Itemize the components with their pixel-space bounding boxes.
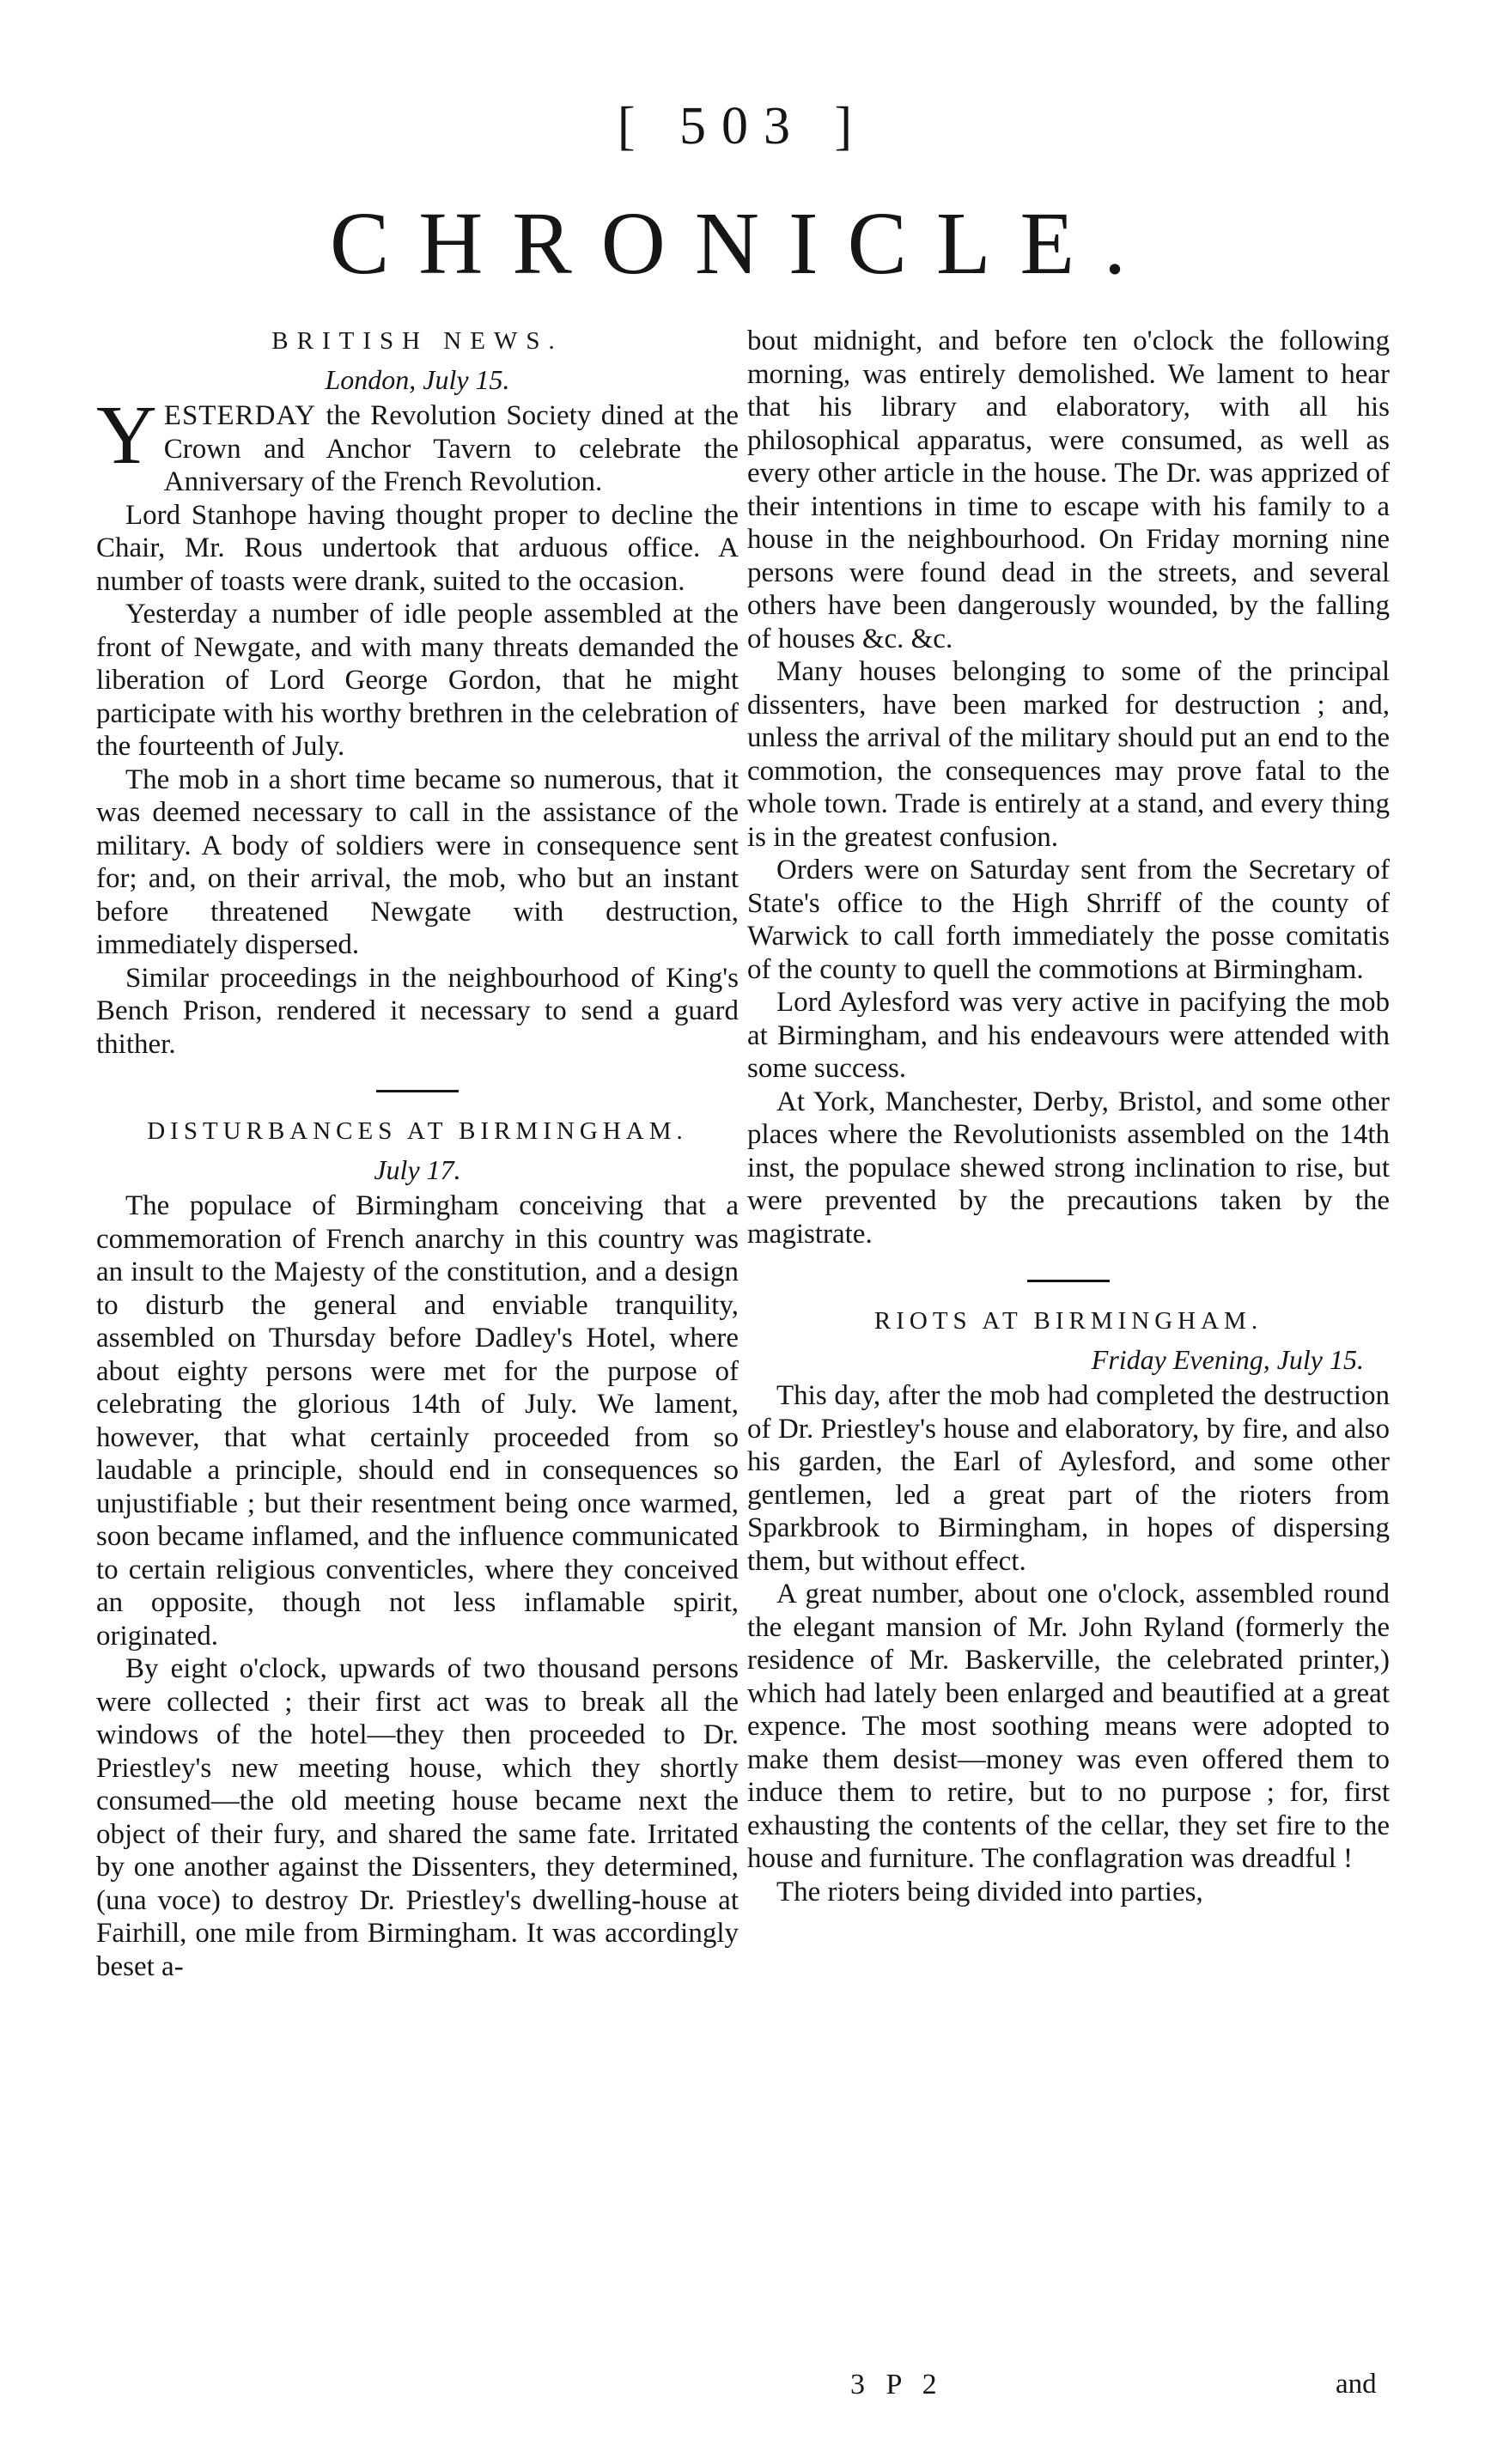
lead-word: ESTERDAY bbox=[163, 400, 317, 431]
british-news-dateline: London, July 15. bbox=[325, 363, 510, 395]
article-paragraph: At York, Manchester, Derby, Bristol, and some other places where the Revolutionists assembled on the 14th inst, the populace shewed strong inclination to rise, but were prevented by the precautions taken by the magistrate. bbox=[747, 1086, 1390, 1250]
article-paragraph: A great number, about one o'clock, assembled round the elegant mansion of Mr. John Ryland (formerly the residence of Mr. Baskerville, the celebrated printer,) which had lately been enlarged and beautified at a great expence. The most soothing means were adopted to make them desist—money was even offered them to induce them to retire, but to no purpose ; for, first exhausting the contents of the cellar, they set fire to the house and furniture. The conflagration was dreadful ! bbox=[747, 1579, 1390, 1874]
catchword: and bbox=[1336, 2369, 1377, 2400]
british-news-heading: BRITISH NEWS. bbox=[271, 327, 563, 355]
page-title: CHRONICLE. bbox=[329, 194, 1156, 293]
continued-section bbox=[747, 325, 1390, 1250]
article-paragraph: bout midnight, and before ten o'clock the following morning, was entirely demolished. We lament to hear that his library and elaboratory, with all his philosophical apparatus, were consumed, as well as every other article in the house. The Dr. was apprized of their intentions in time to escape with his family to a house in the neighbourhood. On Friday morning nine persons were found dead in the streets, and several others have been dangerously wounded, by the falling of houses &c. &c. bbox=[747, 325, 1390, 654]
disturbances-section bbox=[96, 1115, 739, 1983]
page-number: [ 503 ] bbox=[617, 97, 868, 155]
british-news-section bbox=[96, 325, 739, 1061]
article-paragraph: Lord Stanhope having thought proper to decline the Chair, Mr. Rous undertook that arduous office. A number of toasts were drank, suited to the occasion. bbox=[96, 499, 739, 597]
paragraph-text: the Revolution Society dined at the Crown and Anchor Tavern to celebrate the Anniversary of the French Revolution. bbox=[163, 400, 739, 497]
right-column bbox=[747, 325, 1390, 2360]
section-divider bbox=[376, 1090, 459, 1092]
article-paragraph: By eight o'clock, upwards of two thousand persons were collected ; their first act was to break all the windows of the hotel—they then proceeded to Dr. Priestley's new meeting house, which they shortly consumed—the old meeting house became next the object of their fury, and shared the same fate. Irritated by one another against the Dissenters, they determined, (una voce) to destroy Dr. Priestley's dwelling-house at Fairhill, one mile from Birmingham. It was accordingly beset a- bbox=[96, 1653, 739, 1982]
riots-dateline: Friday Evening, July 15. bbox=[1091, 1343, 1364, 1375]
article-paragraph: Many houses belonging to some of the principal dissenters, have been marked for destruction ; and, unless the arrival of the military should put an end to the commotion, the consequences may prove fatal to the whole town. Trade is entirely at a stand, and every thing is in the greatest confusion. bbox=[747, 656, 1390, 853]
article-paragraph: Yesterday a number of idle people assembled at the front of Newgate, and with many threats demanded the liberation of Lord George Gordon, that he might participate with his worthy brethren in the celebration of the fourteenth of July. bbox=[96, 599, 739, 762]
article-paragraph: Orders were on Saturday sent from the Secretary of State's office to the High Shrriff of the county of Warwick to call forth immediately the posse comitatis of the county to quell the commotions at Birmingham. bbox=[747, 855, 1390, 985]
disturbances-dateline: July 17. bbox=[374, 1153, 461, 1185]
drop-cap: Y bbox=[96, 389, 157, 482]
article-paragraph: The populace of Birmingham conceiving that a commemoration of French anarchy in this country was an insult to the Majesty of the constitution, and a design to disturb the general and enviable tranquility, assembled on Thursday before Dadley's Hotel, where about eighty persons were met for the purpose of celebrating the glorious 14th of July. We lament, however, that what certainly proceeded from so laudable a principle, should end in consequences so unjustifiable ; but their resentment being once warmed, soon became inflamed, and the influence communicated to certain religious conventicles, where they conceived an opposite, though not less inflamable spirit, originated. bbox=[96, 1190, 739, 1652]
riots-section bbox=[747, 1305, 1390, 1908]
article-paragraph: The mob in a short time became so numerous, that it was deemed necessary to call in the assistance of the military. A body of soldiers were in consequence sent for; and, on their arrival, the mob, who but an instant before threatened Newgate with destruction, immediately dispersed. bbox=[96, 764, 739, 960]
signature-mark: 3 P 2 bbox=[850, 2369, 944, 2400]
section-divider bbox=[1027, 1280, 1110, 1282]
riots-heading: RIOTS AT BIRMINGHAM. bbox=[873, 1307, 1263, 1335]
article-paragraph bbox=[96, 389, 739, 499]
article-paragraph: This day, after the mob had completed the destruction of Dr. Priestley's house and elaboratory, by fire, and also his garden, the Earl of Aylesford, and some other gentlemen, led a great part of the rioters from Sparkbrook to Birmingham, in hopes of dispersing them, but without effect. bbox=[747, 1380, 1390, 1577]
article-paragraph: Similar proceedings in the neighbourhood of King's Bench Prison, rendered it necessary to send a guard thither. bbox=[96, 962, 739, 1060]
disturbances-heading: DISTURBANCES AT BIRMINGHAM. bbox=[147, 1117, 688, 1145]
left-column bbox=[96, 325, 739, 2360]
article-paragraph: The rioters being divided into parties, bbox=[776, 1876, 1203, 1907]
article-paragraph: Lord Aylesford was very active in pacifying the mob at Birmingham, and his endeavours were attended with some success. bbox=[747, 987, 1390, 1084]
